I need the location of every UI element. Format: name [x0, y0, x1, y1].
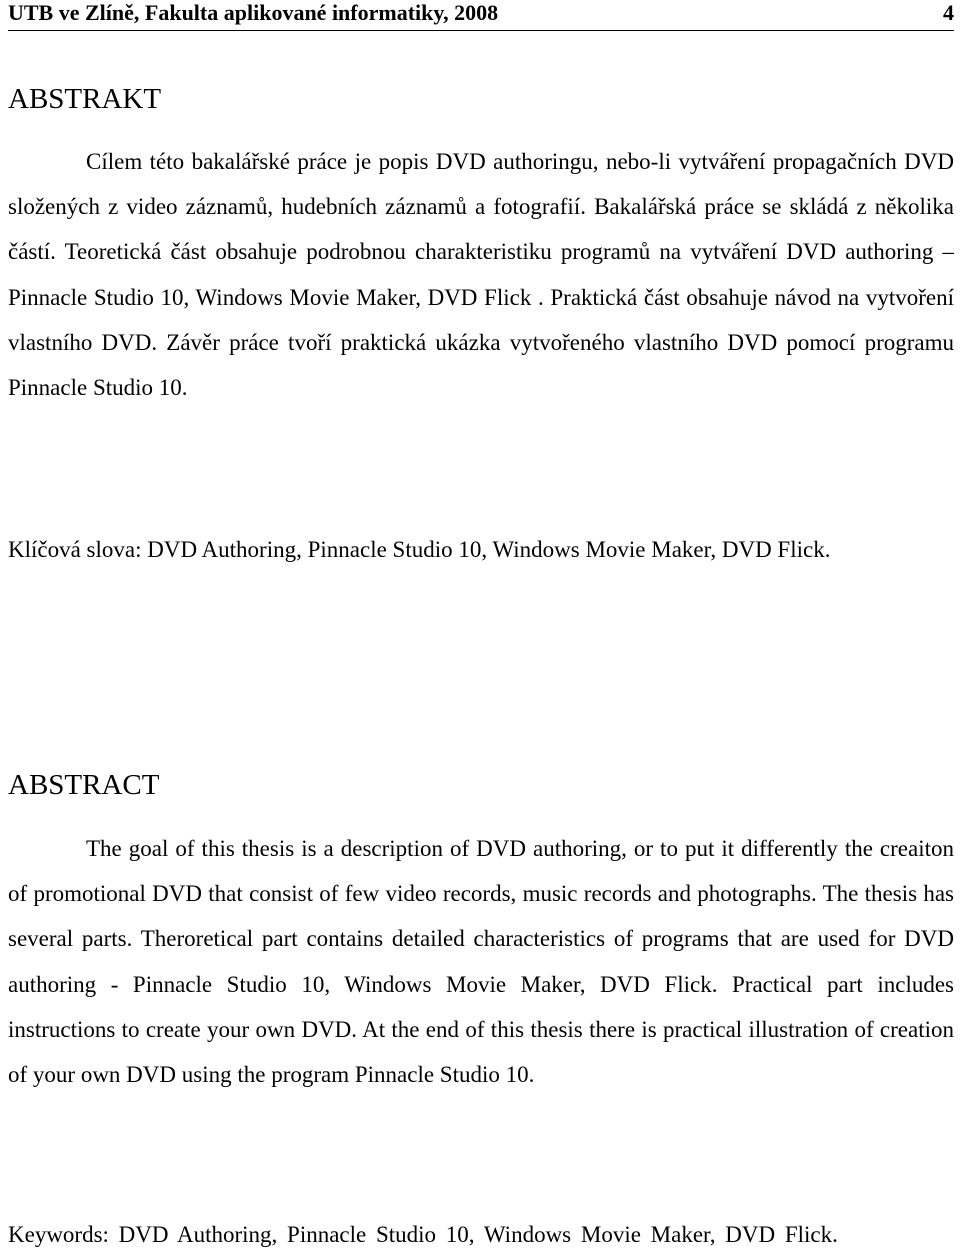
abstract-heading: ABSTRACT: [8, 769, 160, 801]
header-title: UTB ve Zlíně, Fakulta aplikované informatiky, 2008: [8, 0, 499, 25]
abstrakt-keywords: Klíčová slova: DVD Authoring, Pinnacle Studio 10, Windows Movie Maker, DVD Flick.: [8, 537, 831, 562]
abstrakt-body: Cílem této bakalářské práce je popis DVD authoringu, nebo-li vytváření propagačních DVD složených z video záznamů, hudebních záznamů a fotografií. Bakalářská práce se skládá z několika částí. Teoretická část obsahuje podrobnou charakteristiku programů na vytváření DVD authoring – Pinnacle Studio 10, Windows Movie Maker, DVD Flick . Praktická část obsahuje návod na vytvoření vlastního DVD. Závěr práce tvoří praktická ukázka vytvořeného vlastního DVD pomocí programu Pinnacle Studio 10.: [8, 149, 954, 401]
abstract-body: The goal of this thesis is a description of DVD authoring, or to put it differently the creaiton of promotional DVD that consist of few video records, music records and photographs. The thesis has several parts. Theroretical part contains detailed characteristics of programs that are used for DVD authoring - Pinnacle Studio 10, Windows Movie Maker, DVD Flick. Practical part includes instructions to create your own DVD. At the end of this thesis there is practical illustration of creation of your own DVD using the program Pinnacle Studio 10.: [8, 836, 954, 1088]
page-header: [8, 0, 954, 31]
page-number: 4: [943, 0, 954, 25]
abstract-keywords: Keywords: DVD Authoring, Pinnacle Studio 10, Windows Movie Maker, DVD Flick.: [8, 1222, 838, 1247]
abstrakt-heading: ABSTRAKT: [8, 83, 162, 115]
